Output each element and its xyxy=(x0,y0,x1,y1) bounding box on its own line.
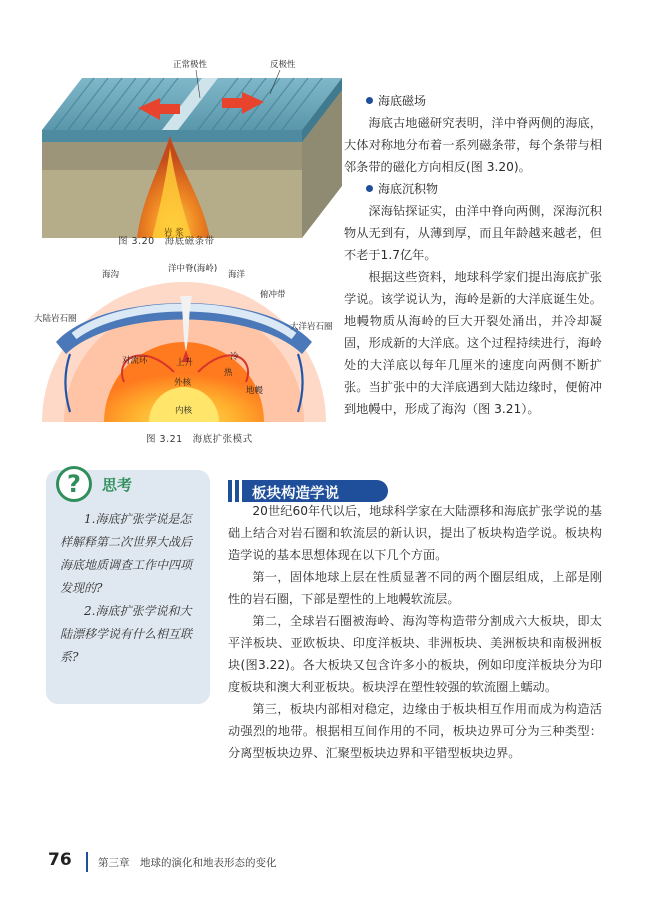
figure-3-20-caption: 图 3.20 海底磁条带 xyxy=(118,236,215,247)
think-title: 思考 xyxy=(102,476,133,494)
plate-section-body xyxy=(228,500,602,764)
label-normal-polarity: 正常极性 xyxy=(173,60,208,70)
magnetic-paragraph: 海底古地磁研究表明，洋中脊两侧的海底，大体对称地分布着一系列磁条带，每个条带与相邻条带的磁化方向相反(图 3.20)。 xyxy=(344,116,602,174)
label-oceanic-lithosphere: 大洋岩石圈 xyxy=(290,322,333,332)
label-heat: 热 xyxy=(224,368,233,378)
figure-3-21-caption: 图 3.21 海底扩张模式 xyxy=(146,434,253,445)
label-continental-lithosphere: 大陆岩石圈 xyxy=(34,314,77,324)
conclusion-paragraph: 根据这些资料，地球科学家们提出海底扩张学说。该学说认为，海岭是新的大洋底诞生处。地幔物质从海岭的巨大开裂处涌出，并冷却凝固，形成新的大洋底。这个过程持续进行，海岭处的大洋底以每年几厘米的速度向两侧不断扩张。当扩张中的大洋底遇到大陆边缘时，便俯冲到地幔中，形成了海沟（图 3.21）。 xyxy=(344,270,602,416)
think-question-2: 2.海底扩张学说和大陆漂移学说有什么相互联系? xyxy=(60,604,193,664)
page-number: 76 xyxy=(48,850,72,870)
right-column xyxy=(344,90,602,420)
sediment-heading: 海底沉积物 xyxy=(366,178,602,200)
label-cool: 冷 xyxy=(230,352,239,362)
magnetic-heading: 海底磁场 xyxy=(366,90,602,112)
plate-paragraph-1: 20世纪60年代以后，地球科学家在大陆漂移和海底扩张学说的基础上结合对岩石圈和软流层的新认识，提出了板块构造学说。板块构造学说的基本思想体现在以下几个方面。 xyxy=(228,504,602,562)
label-inner-core: 内核 xyxy=(175,406,193,416)
chapter-title: 第三章 地球的演化和地表形态的变化 xyxy=(98,857,277,869)
seafloor-spreading-diagram xyxy=(34,262,334,422)
question-icon: ? xyxy=(56,466,92,502)
footer-divider xyxy=(86,852,88,872)
figure-3-21 xyxy=(34,262,334,422)
plate-paragraph-4: 第三，板块内部相对稳定，边缘由于板块相互作用而成为构造活动强烈的地带。根据相互间作用的不同，板块边界可分为三种类型：分离型板块边界、汇聚型板块边界和平错型板块边界。 xyxy=(228,702,602,760)
bullet-icon xyxy=(366,97,373,104)
label-mantle: 地幔 xyxy=(246,386,264,396)
think-question-1: 1.海底扩张学说是怎样解释第二次世界大战后海底地质调查工作中四项发现的? xyxy=(60,512,193,595)
think-questions xyxy=(60,508,200,669)
plate-paragraph-2: 第一，固体地球上层在性质显著不同的两个圈层组成，上部是刚性的岩石圈，下部是塑性的上地幔软流层。 xyxy=(228,570,602,606)
label-subduction: 俯冲带 xyxy=(260,290,286,300)
plate-paragraph-3: 第二，全球岩石圈被海岭、海沟等构造带分割成六大板块，即太平洋板块、亚欧板块、印度洋板块、非洲板块、美洲板块和南极洲板块(图3.22)。各大板块又包含许多小的板块，例如印度洋板块分为印度板块和澳大利亚板块。板块浮在塑性较强的软流圈上蠕动。 xyxy=(228,614,602,694)
section-title: 板块构造学说 xyxy=(252,486,339,502)
sediment-paragraph: 深海钻探证实，由洋中脊向两侧，深海沉积物从无到有，从薄到厚，而且年龄越来越老，但不老于1.7亿年。 xyxy=(344,204,602,262)
label-trench: 海沟 xyxy=(102,270,120,280)
figure-3-20 xyxy=(42,58,342,248)
bullet-icon xyxy=(366,185,373,192)
label-ridge: 洋中脊(海岭) xyxy=(168,264,218,274)
label-magma: 岩 浆 xyxy=(164,228,184,238)
label-reverse-polarity: 反极性 xyxy=(270,60,296,70)
think-box xyxy=(46,470,210,704)
label-outer-core: 外核 xyxy=(174,378,192,388)
label-rise: 上升 xyxy=(176,358,194,368)
label-convection: 对流环 xyxy=(122,356,148,366)
label-ocean: 海洋 xyxy=(228,270,246,280)
magnetic-stripes-diagram xyxy=(42,58,342,248)
